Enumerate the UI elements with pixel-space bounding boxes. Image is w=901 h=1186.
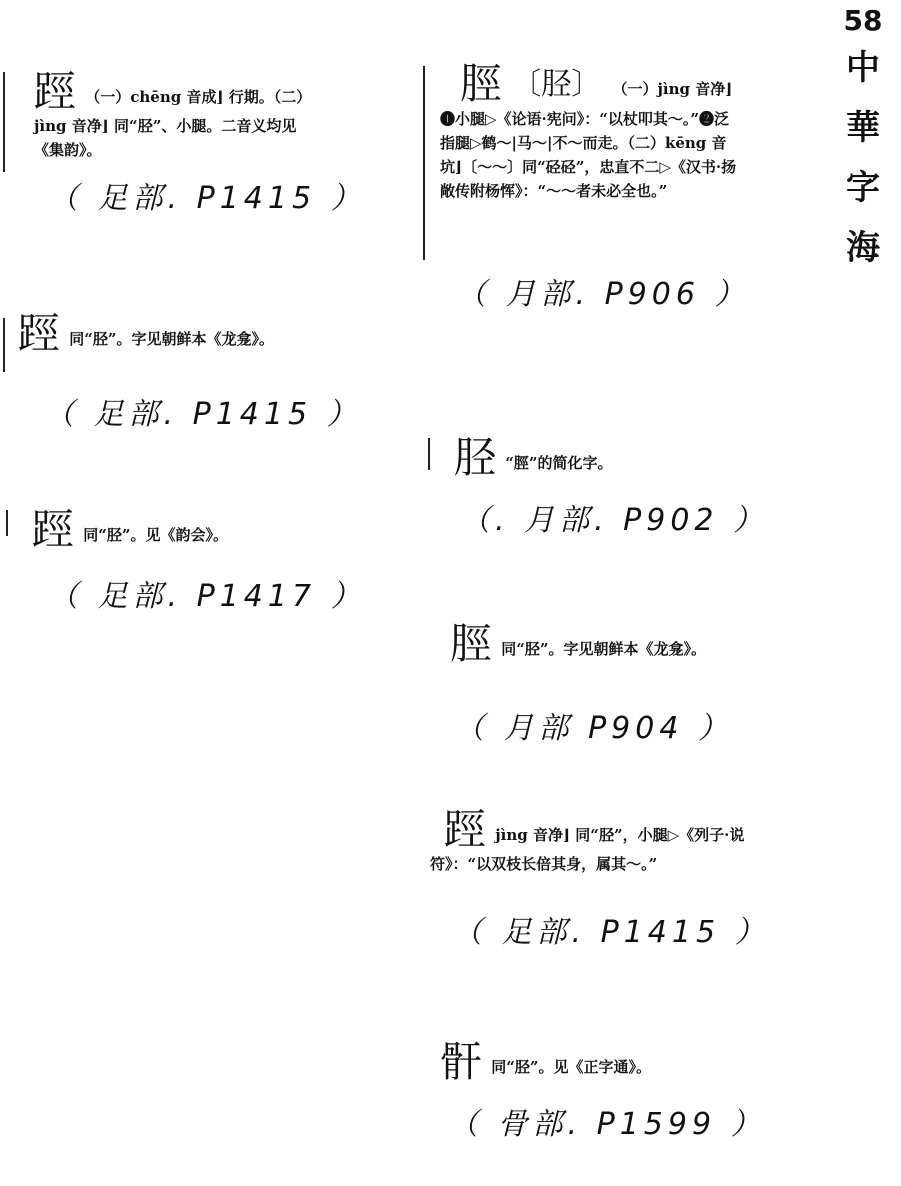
dictionary-entry	[430, 805, 748, 876]
headword: 踁	[444, 805, 487, 854]
headword: 脛	[450, 619, 493, 668]
entry-text: 同“胫”。字见朝鲜本《龙龛》。	[69, 330, 275, 348]
entry-text: （一）chēng 音成⌋ 行期。（二）jìng 音净⌋ 同“胫”、小腿。二音义均见《集韵》。	[34, 88, 312, 159]
dictionary-title-char: 海	[846, 228, 880, 268]
headword: 骭	[440, 1037, 483, 1086]
entry-text: 同“胫”。见《正字通》。	[491, 1058, 652, 1076]
dictionary-title-char: 字	[846, 168, 880, 208]
handwritten-reference: （ 月部. P906 ）	[456, 277, 750, 312]
margin-rule	[428, 438, 430, 470]
margin-rule	[6, 510, 8, 536]
entry-text: （一）jìng 音净⌋ ❶小腿▷《论语·宪问》：“以杖叩其～。”❷泛指腿▷鹤～|马～|不～而走。（二）kēng 音坑⌋〔～～〕同“硁硁”，忠直不二▷《汉书·扬敞传附杨恽》：“～～者未必全也。”	[440, 80, 737, 200]
entry-text: 同“胫”。字见朝鲜本《龙龛》。	[501, 640, 707, 658]
dictionary-entry	[18, 309, 318, 358]
margin-rule	[3, 318, 5, 372]
handwritten-reference: （ 足部. P1415 ）	[44, 397, 362, 432]
dictionary-entry	[440, 59, 742, 203]
margin-rule	[3, 72, 5, 172]
handwritten-reference: （ 足部. P1415 ）	[48, 181, 366, 216]
dictionary-entry	[34, 67, 324, 162]
handwritten-reference: （ 足部. P1415 ）	[452, 915, 770, 950]
headword: 脛	[460, 59, 503, 108]
headword: 胫	[454, 433, 497, 482]
handwritten-reference: （ 足部. P1417 ）	[48, 579, 366, 614]
headword: 踁	[34, 67, 77, 116]
dictionary-entry	[32, 505, 332, 554]
dictionary-entry	[440, 1037, 740, 1086]
margin-rule	[423, 66, 425, 260]
headword-variant: 〔胫〕	[511, 67, 602, 102]
entry-text: 同“胫”。见《韵会》。	[83, 526, 229, 544]
headword: 踁	[18, 309, 61, 358]
handwritten-reference: （ 月部 P904 ）	[454, 711, 733, 746]
dictionary-title-char: 華	[846, 108, 880, 148]
entry-text: jìng 音净⌋ 同“胫”，小腿▷《列子·说符》：“以双枝长倍其身，属其～。”	[430, 826, 745, 873]
dictionary-title-char: 中	[846, 48, 880, 88]
headword: 踁	[32, 505, 75, 554]
entry-text: “脛”的简化字。	[505, 454, 613, 472]
handwritten-reference: （ 骨部. P1599 ）	[448, 1107, 766, 1142]
dictionary-entry	[454, 433, 744, 482]
dictionary-entry	[430, 619, 742, 668]
page-number: 58	[843, 4, 883, 37]
handwritten-reference: （. 月部. P902 ）	[460, 503, 769, 538]
dictionary-title	[838, 38, 888, 278]
